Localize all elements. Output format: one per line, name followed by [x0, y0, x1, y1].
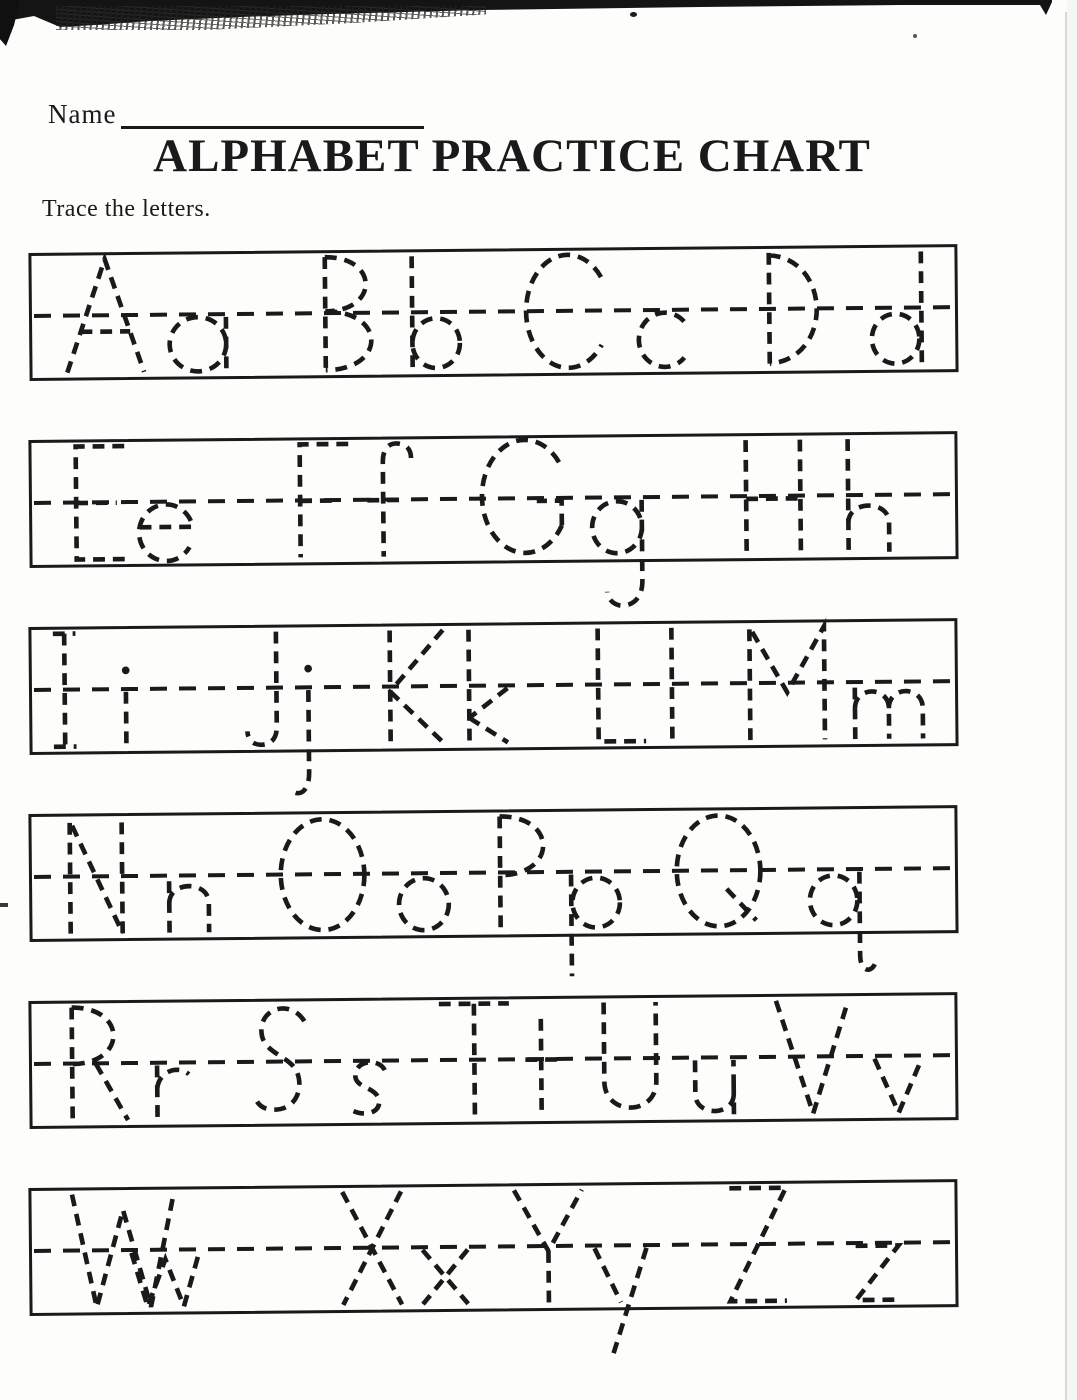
trace-letter-E — [76, 446, 126, 559]
trace-letter-r — [157, 1065, 189, 1120]
trace-row-svg — [31, 434, 955, 565]
instruction-text: Trace the letters. — [42, 196, 211, 222]
trace-letter-t — [525, 1019, 561, 1117]
trace-letter-x — [423, 1250, 469, 1305]
trace-letter-v — [874, 1058, 922, 1113]
letter-dot — [122, 666, 130, 674]
trace-letter-U — [604, 1002, 657, 1108]
trace-letter-j — [291, 665, 313, 794]
midline-guide — [34, 681, 953, 690]
trace-letter-s — [353, 1062, 385, 1114]
page-margin — [1067, 0, 1077, 1400]
midline-guide — [34, 1055, 953, 1064]
trace-letter-O — [280, 819, 365, 931]
trace-row-2 — [28, 431, 958, 568]
scan-artifact-dot — [913, 34, 917, 38]
scan-artifact-dot — [630, 12, 637, 17]
trace-letter-o — [399, 878, 449, 930]
trace-letter-V — [776, 1000, 849, 1114]
trace-letter-y — [595, 1248, 648, 1354]
trace-letter-p — [571, 874, 621, 976]
trace-letter-c — [639, 312, 685, 367]
trace-letter-g — [592, 500, 643, 606]
trace-letter-a — [169, 317, 226, 372]
trace-row-svg — [31, 247, 955, 378]
trace-row-6 — [28, 1179, 958, 1316]
trace-letter-w — [131, 1252, 199, 1307]
trace-letter-G — [481, 440, 562, 554]
trace-letter-f — [367, 443, 412, 556]
trace-letter-n — [169, 878, 209, 933]
name-label: Name — [48, 99, 117, 129]
midline-guide — [34, 1242, 953, 1251]
page-edge-line — [1065, 12, 1067, 1400]
letter-dot — [304, 665, 312, 673]
scan-artifact-speckle — [56, 6, 486, 30]
page-title: ALPHABET PRACTICE CHART — [153, 130, 871, 182]
trace-row-svg — [31, 808, 955, 939]
trace-row-3 — [28, 618, 958, 755]
trace-letter-u — [695, 1060, 734, 1115]
trace-row-svg — [31, 621, 955, 752]
trace-letter-F — [300, 444, 350, 557]
trace-letter-i — [122, 666, 130, 746]
scan-artifact-tick — [0, 903, 8, 907]
trace-row-svg — [31, 995, 955, 1126]
midline-guide — [34, 868, 953, 877]
trace-letter-m — [855, 684, 923, 739]
trace-letter-H — [746, 440, 801, 554]
trace-letter-z — [856, 1245, 899, 1300]
trace-row-svg — [31, 1182, 955, 1313]
trace-letter-q — [810, 872, 876, 971]
trace-letter-e — [139, 504, 193, 561]
trace-letter-S — [255, 1008, 306, 1110]
trace-row-4 — [28, 805, 958, 942]
trace-row-5 — [28, 992, 958, 1129]
midline-guide — [34, 494, 953, 503]
trace-row-1 — [28, 244, 958, 381]
scan-artifact-corner — [0, 0, 20, 46]
